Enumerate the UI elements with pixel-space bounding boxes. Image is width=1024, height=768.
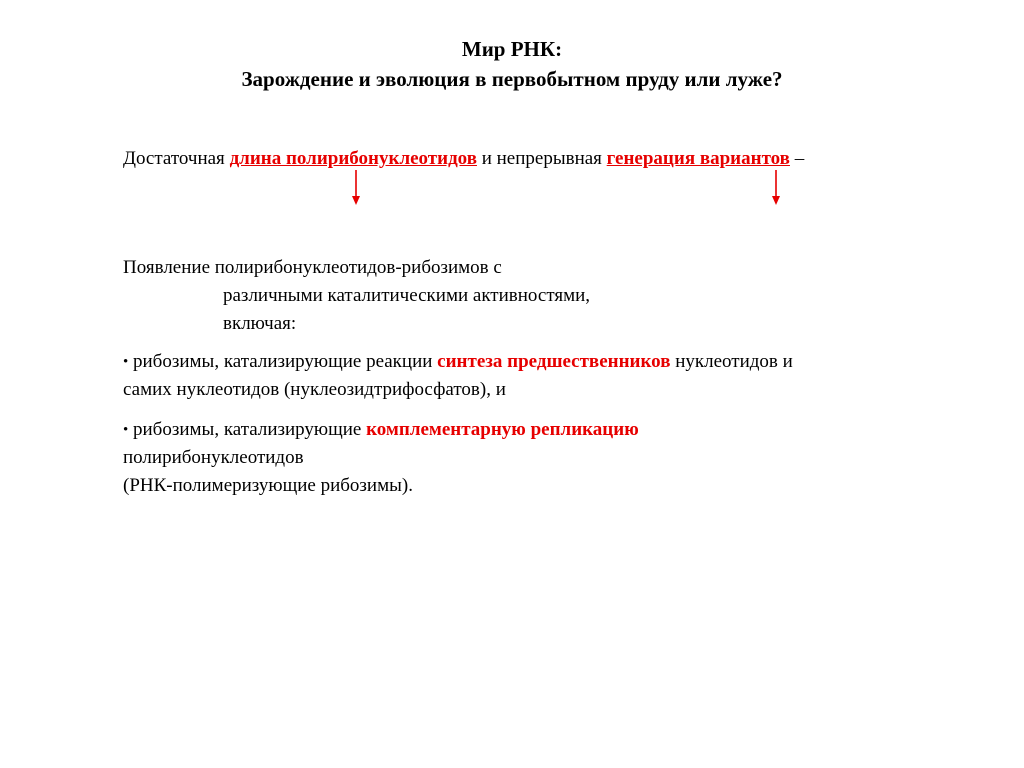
highlight-precursor-synthesis: синтеза предшественников [437, 351, 671, 372]
intro-prefix: Достаточная [123, 148, 230, 169]
bullet-1-prefix: рибозимы, катализирующие реакции [128, 351, 438, 372]
intro-suffix: – [789, 148, 805, 169]
appearance-line-3: включая: [223, 313, 297, 334]
bullet-icon: • [123, 354, 129, 370]
highlight-complementary-replication: комплементарную репликацию [366, 419, 639, 440]
appearance-line-1: Появление полирибонуклеотидов-рибозимов с [123, 257, 502, 278]
bullet-1-line-1 [123, 350, 793, 375]
highlight-generation: генерация вариантов [606, 148, 790, 169]
bullet-2-prefix: рибозимы, катализирующие [128, 419, 367, 440]
bullet-2-line-3: (РНК-полимеризующие рибозимы). [123, 475, 413, 496]
bullet-1-line-2: самих нуклеотидов (нуклеозидтрифосфатов), и [123, 379, 506, 400]
appearance-line-2: различными каталитическими активностями, [223, 285, 591, 306]
bullet-icon: • [123, 422, 129, 438]
slide-subtitle: Зарождение и эволюция в первобытном пруду или луже? [241, 67, 783, 91]
intro-line [123, 147, 804, 171]
intro-middle: и непрерывная [476, 148, 607, 169]
slide-title: Мир РНК: [461, 37, 563, 61]
bullet-2-line-1 [123, 418, 639, 443]
down-arrow-icon [350, 168, 362, 206]
bullet-2-line-2: полирибонуклеотидов [123, 447, 304, 468]
bullet-1-suffix: нуклеотидов и [670, 351, 793, 372]
highlight-length: длина полирибонуклеотидов [229, 148, 477, 169]
down-arrow-icon [770, 168, 782, 206]
